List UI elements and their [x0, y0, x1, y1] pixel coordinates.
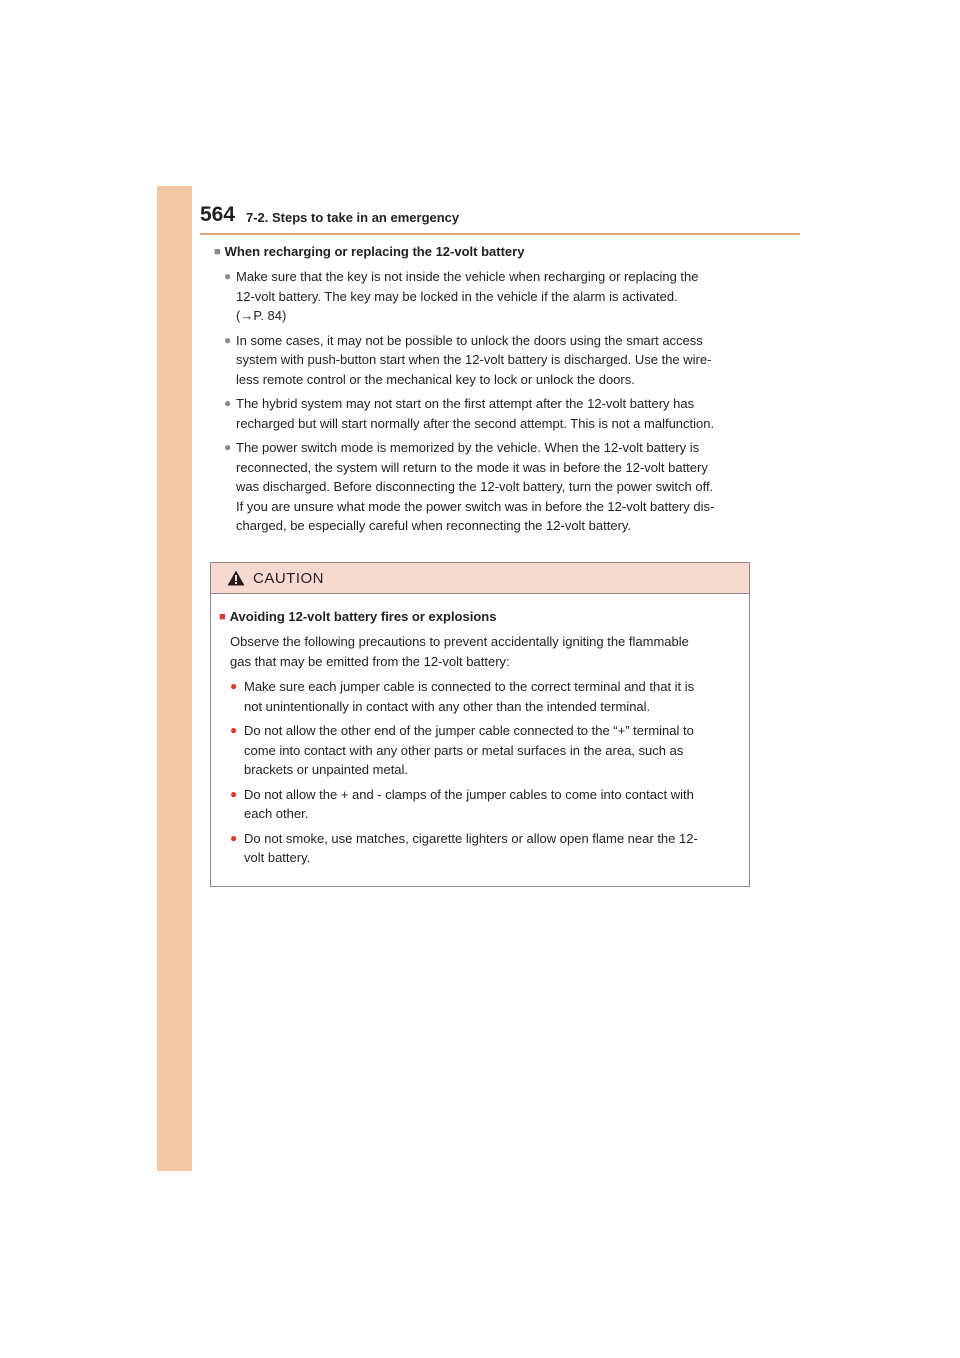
list-item: [210, 438, 750, 536]
circle-bullet-icon: ●: [230, 723, 238, 737]
page-number: 564: [200, 203, 236, 226]
text-line: The power switch mode is memorized by the vehicle. When the 12-volt battery is: [236, 440, 700, 455]
text-line: come into contact with any other parts or metal surfaces in the area, such as: [244, 742, 684, 758]
text-line: each other.: [244, 806, 309, 821]
text-line: 12-volt battery. The key may be locked in the vehicle if the alarm is activated.: [236, 288, 678, 304]
text-line: system with push-button start when the 12-volt battery is discharged. Use the wire-: [236, 352, 712, 367]
text-line: In some cases, it may not be possible to unlock the doors using the smart access: [236, 332, 703, 348]
main-content: [210, 243, 750, 541]
list-item: [210, 267, 750, 326]
text-line: was discharged. Before disconnecting the 12-volt battery, turn the power switch off.: [236, 479, 714, 494]
square-bullet-icon: ■: [219, 611, 226, 623]
list-item: [210, 331, 750, 390]
list-item: [219, 785, 743, 824]
caution-heading-text: Avoiding 12-volt battery fires or explosions: [229, 609, 497, 624]
side-color-band: [157, 186, 192, 1171]
section-heading-text: When recharging or replacing the 12-volt battery: [224, 244, 525, 259]
text-line: less remote control or the mechanical key to lock or unlock the doors.: [236, 371, 635, 387]
text-line: gas that may be emitted from the 12-volt battery:: [230, 654, 510, 669]
list-item: [219, 721, 743, 780]
caution-intro: [219, 632, 743, 672]
text-line: reconnected, the system will return to the mode it was in before the 12-volt battery: [236, 459, 708, 475]
text-line: not unintentionally in contact with any other than the intended terminal.: [244, 698, 651, 714]
circle-bullet-icon: ●: [224, 332, 232, 347]
square-bullet-icon: ■: [214, 246, 221, 258]
text-line: Make sure that the key is not inside the vehicle when recharging or replacing the: [236, 269, 699, 284]
text-line: recharged but will start normally after the second attempt. This is not a malfunction.: [236, 415, 715, 431]
circle-bullet-icon: ●: [230, 830, 238, 845]
circle-bullet-icon: ●: [230, 786, 238, 801]
circle-bullet-icon: ●: [224, 396, 232, 410]
warning-triangle-icon: [227, 570, 245, 586]
circle-bullet-icon: ●: [224, 269, 232, 283]
text-line: The hybrid system may not start on the first attempt after the 12-volt battery has: [236, 396, 695, 411]
section-heading: [214, 243, 750, 261]
page-reference: (→P. 84): [236, 308, 287, 323]
text-line: brackets or unpainted metal.: [244, 762, 409, 777]
text-line: Do not smoke, use matches, cigarette lighters or allow open flame near the 12-: [244, 830, 698, 846]
section-title: 7-2. Steps to take in an emergency: [246, 210, 460, 225]
text-line: Do not allow the + and - clamps of the jumper cables to come into contact with: [244, 786, 694, 802]
circle-bullet-icon: ●: [224, 440, 232, 454]
circle-bullet-icon: ●: [230, 679, 238, 693]
caution-box: [210, 562, 750, 887]
list-item: [219, 677, 743, 716]
text-line: Observe the following precautions to prevent accidentally igniting the flammable: [230, 634, 689, 649]
caution-heading: [219, 608, 743, 626]
text-line: charged, be especially careful when reconnecting the 12-volt battery.: [236, 518, 632, 533]
text-line: If you are unsure what mode the power switch was in before the 12-volt battery dis-: [236, 498, 715, 514]
text-line: Make sure each jumper cable is connected to the correct terminal and that it is: [244, 679, 695, 694]
page-header: [200, 203, 800, 235]
text-line: Do not allow the other end of the jumper cable connected to the “+” terminal to: [244, 723, 694, 738]
list-item: [219, 829, 743, 868]
text-line: volt battery.: [244, 850, 311, 865]
caution-label: CAUTION: [253, 569, 324, 587]
list-item: [210, 394, 750, 433]
caution-header: [211, 563, 749, 594]
